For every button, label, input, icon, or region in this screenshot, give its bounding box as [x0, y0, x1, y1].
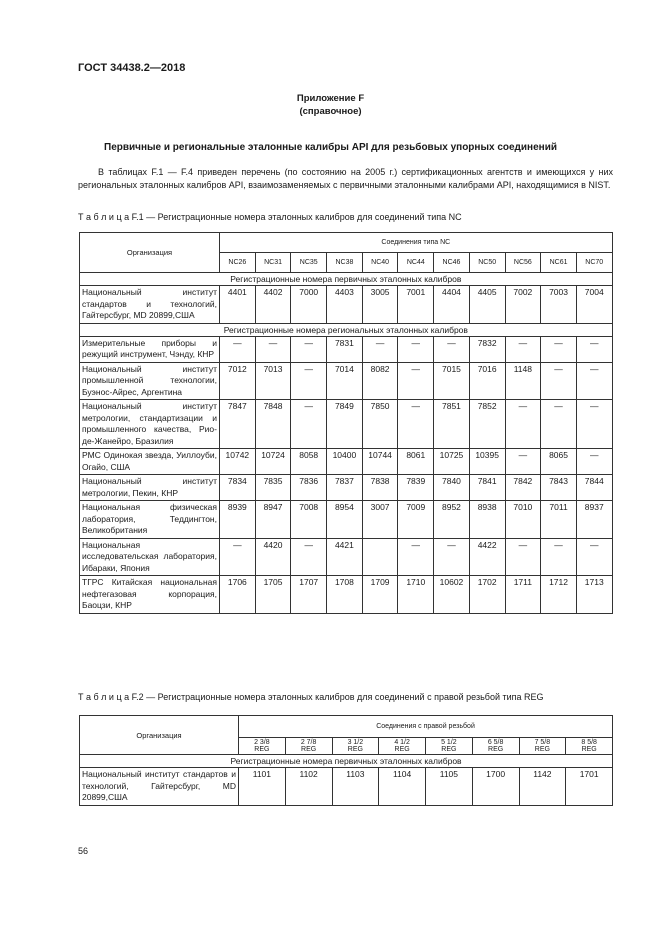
value-cell: 10395: [469, 449, 505, 475]
table-header-row: [80, 233, 613, 253]
value-cell: —: [541, 538, 577, 576]
org-header-cell: Организация: [80, 716, 239, 755]
value-cell: —: [505, 538, 541, 576]
value-cell: 7840: [434, 475, 470, 501]
column-header: NC26: [220, 253, 256, 273]
value-cell: —: [541, 336, 577, 362]
table-row: [80, 768, 613, 806]
table1-caption: Т а б л и ц а F.1 — Регистрационные номера эталонных калибров для соединений типа NC: [78, 212, 462, 222]
value-cell: —: [576, 538, 612, 576]
value-cell: 1148: [505, 362, 541, 400]
table-row: [80, 449, 613, 475]
value-cell: 7010: [505, 501, 541, 539]
value-cell: 7015: [434, 362, 470, 400]
value-cell: 4420: [255, 538, 291, 576]
column-header: NC31: [255, 253, 291, 273]
table-row: [80, 336, 613, 362]
page-number: 56: [78, 846, 89, 856]
value-cell: —: [362, 336, 398, 362]
column-header: NC56: [505, 253, 541, 273]
value-cell: 7841: [469, 475, 505, 501]
value-cell: —: [398, 400, 434, 449]
column-type: REG: [488, 746, 504, 753]
value-cell: 7003: [541, 286, 577, 324]
value-cell: 7832: [469, 336, 505, 362]
value-cell: 7001: [398, 286, 434, 324]
value-cell: 7011: [541, 501, 577, 539]
column-type: REG: [301, 746, 317, 753]
value-cell: 1101: [239, 768, 286, 806]
value-cell: 3005: [362, 286, 398, 324]
column-header: [239, 738, 286, 755]
value-cell: 7000: [291, 286, 327, 324]
value-cell: —: [291, 362, 327, 400]
value-cell: 7847: [220, 400, 256, 449]
table-f2: [79, 715, 613, 806]
table-row: [80, 538, 613, 576]
value-cell: 1702: [469, 576, 505, 614]
value-cell: 7852: [469, 400, 505, 449]
column-header: NC40: [362, 253, 398, 273]
value-cell: 4422: [469, 538, 505, 576]
column-header: [379, 738, 426, 755]
table2-caption: Т а б л и ц а F.2 — Регистрационные номера эталонных калибров для соединений с правой резьбой типа REG: [78, 692, 544, 702]
value-cell: —: [505, 449, 541, 475]
value-cell: 4404: [434, 286, 470, 324]
organization-cell: PMC Одинокая звезда, Уиллоуби, Огайо, США: [80, 449, 220, 475]
value-cell: 7848: [255, 400, 291, 449]
value-cell: 1142: [519, 768, 566, 806]
column-size: 8 5/8: [581, 739, 597, 746]
table-row: [80, 286, 613, 324]
value-cell: 7008: [291, 501, 327, 539]
column-type: REG: [581, 746, 597, 753]
value-cell: —: [291, 538, 327, 576]
table-row: [80, 576, 613, 614]
value-cell: —: [291, 400, 327, 449]
value-cell: 7851: [434, 400, 470, 449]
value-cell: 10400: [327, 449, 363, 475]
column-header: NC44: [398, 253, 434, 273]
section-row: [80, 755, 613, 768]
column-header: NC35: [291, 253, 327, 273]
value-cell: 7004: [576, 286, 612, 324]
column-size: 7 5/8: [534, 739, 551, 746]
value-cell: —: [576, 400, 612, 449]
value-cell: 7009: [398, 501, 434, 539]
organization-cell: Измерительные приборы и режущий инструмент, Чэнду, КНР: [80, 336, 220, 362]
value-cell: 8938: [469, 501, 505, 539]
value-cell: 7012: [220, 362, 256, 400]
value-cell: 7849: [327, 400, 363, 449]
organization-cell: Национальный институт метрологии, Пекин, КНР: [80, 475, 220, 501]
section-primary-label: Регистрационные номера первичных эталонных калибров: [80, 755, 613, 768]
column-size: 4 1/2: [394, 739, 410, 746]
column-type: REG: [254, 746, 270, 753]
value-cell: —: [576, 362, 612, 400]
column-header: [285, 738, 332, 755]
value-cell: 4421: [327, 538, 363, 576]
table-row: [80, 362, 613, 400]
value-cell: 8939: [220, 501, 256, 539]
value-cell: 1701: [566, 768, 613, 806]
column-size: 6 5/8: [487, 739, 504, 746]
value-cell: 7843: [541, 475, 577, 501]
value-cell: 1103: [332, 768, 379, 806]
column-size: 2 7/8: [300, 739, 317, 746]
value-cell: —: [398, 362, 434, 400]
table-row: [80, 400, 613, 449]
value-cell: 7839: [398, 475, 434, 501]
document-code: ГОСТ 34438.2—2018: [78, 62, 186, 74]
column-header: [332, 738, 379, 755]
value-cell: 10602: [434, 576, 470, 614]
value-cell: —: [398, 336, 434, 362]
table-row: [80, 501, 613, 539]
value-cell: 4403: [327, 286, 363, 324]
value-cell: 8082: [362, 362, 398, 400]
column-header: [426, 738, 473, 755]
value-cell: 7844: [576, 475, 612, 501]
value-cell: 7002: [505, 286, 541, 324]
value-cell: —: [505, 336, 541, 362]
value-cell: 10742: [220, 449, 256, 475]
column-header: NC70: [576, 253, 612, 273]
column-size: 3 1/2: [347, 739, 364, 746]
value-cell: 1708: [327, 576, 363, 614]
column-type: REG: [394, 746, 410, 753]
appendix-subtitle: (справочное): [299, 106, 362, 117]
column-header: NC38: [327, 253, 363, 273]
organization-cell: Национальный институт стандартов и технологий, Гайтерсбург, MD 20899,США: [80, 286, 220, 324]
value-cell: 10724: [255, 449, 291, 475]
value-cell: —: [541, 362, 577, 400]
section-title: Первичные и региональные эталонные калибры API для резьбовых упорных соединений: [104, 142, 557, 153]
value-cell: 1104: [379, 768, 426, 806]
intro-paragraph: В таблицах F.1 — F.4 приведен перечень (по состоянию на 2005 г.) сертификационных агентств и имеющихся у них региональных эталонных калибров API, взаимозаменяемых с первичными эталонными калибрами API, находящимися в NIST.: [78, 167, 613, 190]
value-cell: 8952: [434, 501, 470, 539]
value-cell: 1105: [426, 768, 473, 806]
value-cell: 1710: [398, 576, 434, 614]
section-primary-label: Регистрационные номера первичных эталонных калибров: [80, 273, 613, 286]
value-cell: 4405: [469, 286, 505, 324]
value-cell: 8937: [576, 501, 612, 539]
value-cell: —: [541, 400, 577, 449]
organization-cell: Национальный институт промышленной технологии, Буэнос-Айрес, Аргентина: [80, 362, 220, 400]
appendix-title: Приложение F: [296, 93, 365, 104]
column-size: 2 3/8: [254, 739, 270, 746]
organization-cell: Национальный институт метрологии, стандартизации и промышленного качества, Рио-де-Жанейро, Бразилия: [80, 400, 220, 449]
value-cell: 7831: [327, 336, 363, 362]
value-cell: 1711: [505, 576, 541, 614]
column-header: [519, 738, 566, 755]
section-regional-label: Регистрационные номера региональных эталонных калибров: [80, 323, 613, 336]
group-header-cell: Соединения типа NC: [220, 233, 613, 253]
value-cell: 8061: [398, 449, 434, 475]
table-header-row: [80, 716, 613, 738]
column-header: NC46: [434, 253, 470, 273]
value-cell: 10744: [362, 449, 398, 475]
value-cell: 7838: [362, 475, 398, 501]
organization-cell: Национальная исследовательская лаборатория, Ибараки, Япония: [80, 538, 220, 576]
value-cell: 7836: [291, 475, 327, 501]
value-cell: 10725: [434, 449, 470, 475]
value-cell: 1707: [291, 576, 327, 614]
value-cell: 8954: [327, 501, 363, 539]
value-cell: 1705: [255, 576, 291, 614]
column-header: [566, 738, 613, 755]
value-cell: —: [434, 538, 470, 576]
column-size: 5 1/2: [441, 739, 457, 746]
value-cell: —: [434, 336, 470, 362]
value-cell: —: [220, 538, 256, 576]
value-cell: 8065: [541, 449, 577, 475]
section-row: [80, 273, 613, 286]
value-cell: 7016: [469, 362, 505, 400]
value-cell: —: [220, 336, 256, 362]
organization-cell: Национальная физическая лаборатория, Теддингтон, Великобритания: [80, 501, 220, 539]
value-cell: —: [398, 538, 434, 576]
value-cell: 7013: [255, 362, 291, 400]
value-cell: —: [576, 449, 612, 475]
column-type: REG: [347, 746, 363, 753]
group-header-cell: Соединения с правой резьбой: [239, 716, 613, 738]
value-cell: 7842: [505, 475, 541, 501]
value-cell: —: [505, 400, 541, 449]
value-cell: 7014: [327, 362, 363, 400]
value-cell: —: [576, 336, 612, 362]
column-type: REG: [534, 746, 550, 753]
value-cell: 7837: [327, 475, 363, 501]
value-cell: 8058: [291, 449, 327, 475]
value-cell: —: [255, 336, 291, 362]
value-cell: 8947: [255, 501, 291, 539]
table-f1: [79, 232, 613, 614]
value-cell: 7850: [362, 400, 398, 449]
table-row: [80, 475, 613, 501]
org-header-cell: Организация: [80, 233, 220, 273]
value-cell: —: [291, 336, 327, 362]
value-cell: 7835: [255, 475, 291, 501]
column-header: [472, 738, 519, 755]
section-row: [80, 323, 613, 336]
column-header: NC50: [469, 253, 505, 273]
value-cell: 3007: [362, 501, 398, 539]
value-cell: [362, 538, 398, 576]
value-cell: 1713: [576, 576, 612, 614]
value-cell: 1712: [541, 576, 577, 614]
value-cell: 4402: [255, 286, 291, 324]
value-cell: 7834: [220, 475, 256, 501]
value-cell: 1700: [472, 768, 519, 806]
value-cell: 1102: [285, 768, 332, 806]
organization-cell: ТГРС Китайская национальная нефтегазовая корпорация, Баоцзи, КНР: [80, 576, 220, 614]
value-cell: 1706: [220, 576, 256, 614]
column-type: REG: [441, 746, 457, 753]
value-cell: 1709: [362, 576, 398, 614]
value-cell: 4401: [220, 286, 256, 324]
column-header: NC61: [541, 253, 577, 273]
organization-cell: Национальный институт стандартов и технологий, Гайтерсбург, MD 20899,США: [80, 768, 239, 806]
